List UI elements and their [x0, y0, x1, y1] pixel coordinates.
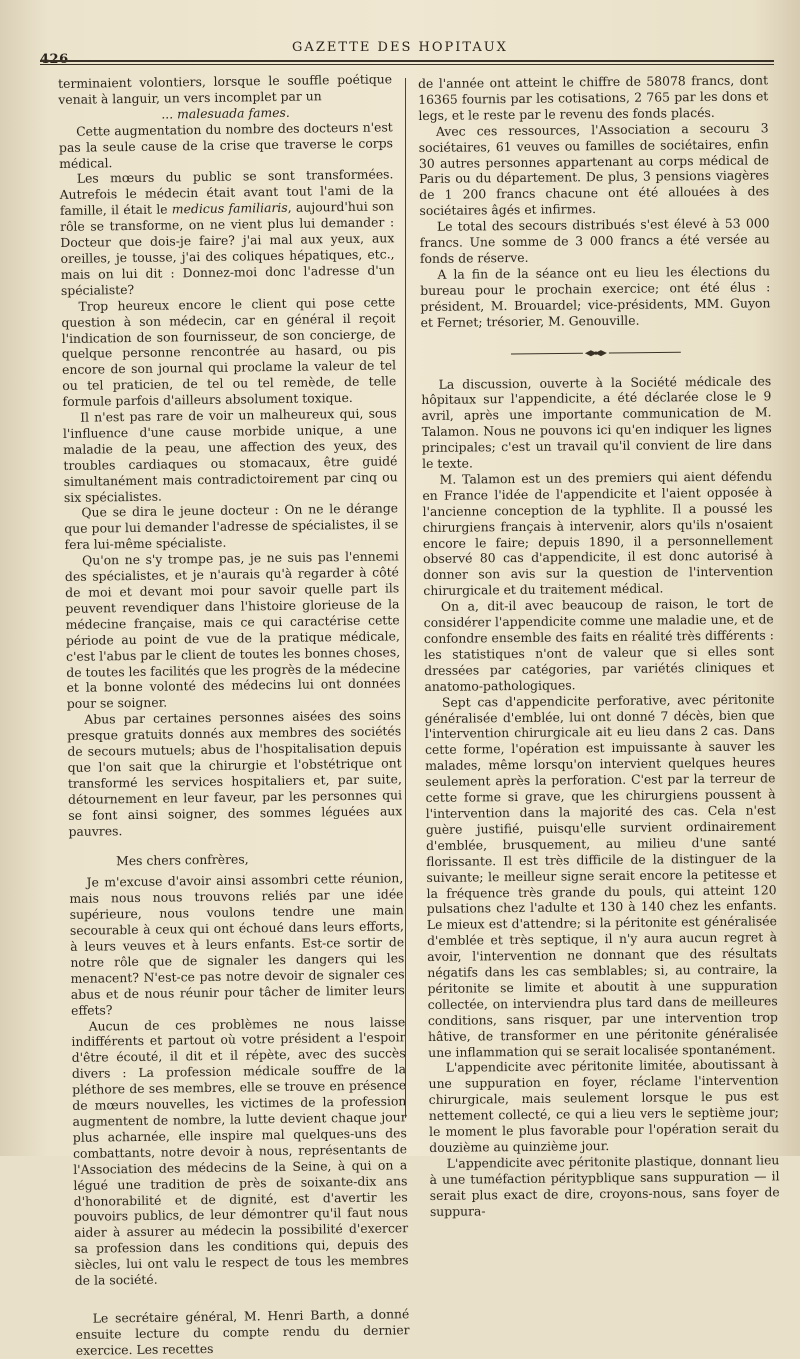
paragraph: L'appendicite avec péritonite limitée, aboutissant à une suppuration en foyer, réclame l'intervention chirurgicale, mais seulement lorsque le pus est nettement collecté, ce qui a lieu vers le septième jour; le moment le plus favorable pour l'opération serait du douzième au quinzième jour.	[428, 1056, 780, 1155]
paragraph: Sept cas d'appendicite perforative, avec péritonite généralisée d'emblée, lui ont donné 7 décès, bien que l'intervention chirurgicale ait eu lieu dans 2 cas. Dans cette forme, l'opération est impuissante à sauver les malades, même lorsqu'on intervient quelques heures seulement après la perforation. C'est par la terreur de cette forme si grave, que les chirurgiens poussent à l'intervention dans la majorité des cas. Cela n'est guère justifié, puisqu'elle survient ordinairement d'emblée, brusquement, au milieu d'une santé florissante. Il est très difficile de la distinguer de la suivante; le meilleur signe serait encore la petitesse et la fréquence très grande du pouls, qui atteint 120 pulsations chez l'adulte et 130 à 140 chez les enfants. Le mieux est d'attendre; si la péritonite est généralisée d'emblée et très septique, il n'y aura aucun regret à avoir, l'intervention ne donnant que des résultats négatifs dans les cas semblables; si, au contraire, la péritonite se limite et aboutit à une suppuration collectée, on interviendra plus tard dans de meilleures conditions, sans risquer, par une intervention trop hâtive, de transformer en une péritonite généralisée une inflammation qui se serait localisée spontanément.	[424, 690, 779, 1060]
paragraph: Avec ces ressources, l'Association a secouru 3 sociétaires, 61 veuves ou familles de sociétaires, enfin 30 autres personnes appartenant au corps médical de Paris ou du département. De plus, 3 pensions viagères de 1 200 francs chacune ont été allouées à des sociétaires âgés et infirmes.	[418, 120, 770, 219]
paragraph: Le total des secours distribués s'est élevé à 53 000 francs. Une somme de 3 000 francs a été versée au fonds de réserve.	[419, 215, 770, 266]
paragraph: Qu'on ne s'y trompe pas, je ne suis pas l'ennemi des spécialistes, et je n'aurais qu'à regarder à côté de moi et devant moi pour savoir quelle part ils peuvent revendiquer dans l'histoire glorieuse de la médecine française, mais ce qui caractérise cette période au point de vue de la pratique médicale, c'est l'abus par le client de toutes les bonnes choses, de toutes les facilités que les progrès de la médecine et la bonne volonté des médecins lui ont données pour se soigner.	[64, 548, 401, 712]
header-rule	[40, 60, 774, 65]
paragraph: On a, dit-il avec beaucoup de raison, le tort de considérer l'appendicite comme une maladie une, et de confondre ensemble des faits en réalité très différents : les statistiques n'ont de valeur que si elles sont dressées par catégories, par variétés cliniques et anatomo-pathologiques.	[423, 595, 775, 694]
salutation: Mes chers confrères,	[115, 850, 249, 868]
paragraph: Je m'excuse d'avoir ainsi assombri cette réunion, mais nous nous trouvons reliés par une idée supérieure, nous voulons tendre une main secourable à ceux qui ont échoué dans leurs efforts, à leurs veuves et à leurs enfants. Est-ce sortir de notre rôle que de signaler les dangers qui les menacent? N'est-ce pas notre devoir de signaler ces abus et de nous réunir pour tâcher de limiter leurs effets?	[69, 870, 405, 1018]
paragraph: Cette augmentation du nombre des docteurs n'est pas la seule cause de la crise que traverse le corps médical.	[58, 119, 394, 171]
page-number: 426	[40, 52, 69, 67]
column-divider	[405, 78, 406, 1118]
paragraph: M. Talamon est un des premiers qui aient défendu en France l'idée de l'appendicite et l'aient opposée à l'ancienne conception de la typhlite. Il a poussé les chirurgiens français à intervenir, alors qu'ils n'osaient encore le faire; depuis 1890, il a personnellement observé 80 cas d'appendicite, il est donc autorisé à donner son avis sur la question de l'intervention chirurgicale et du traitement médical.	[422, 468, 774, 599]
paragraph: terminaient volontiers, lorsque le souffle poétique venait à languir, un vers incomplet par un	[58, 71, 393, 107]
right-column	[418, 72, 780, 1219]
paragraph-text: Les mœurs du public se sont transformées. Autrefois le médecin était avant tout l'ami de la famille, il était le	[59, 166, 394, 219]
paragraph: L'appendicite avec péritonite plastique, donnant lieu à une tuméfaction péritypblique sans suppuration — il serait plus exact de dire, croyons-nous, sans foyer de suppura-	[429, 1152, 780, 1219]
paragraph-text: , aujourd'hui son rôle se transforme, on ne vient plus lui demander : Docteur que dois-je faire? j'ai mal aux yeux, aux oreilles, je tousse, j'ai des coliques hépatiques, etc., mais on lui dit : Donnez-moi donc l'adresse d'un spécialiste?	[59, 198, 395, 298]
paragraph: Aucun de ces problèmes ne nous laisse indifférents et partout où votre président a l'espoir d'être écouté, il dit et il répète, avec des succès divers : La profession médicale souffre de la pléthore de ses membres, elle se trouve en présence de mœurs nouvelles, les victimes de la profession augmentent de nombre, la lutte devient chaque jour plus acharnée, elle inspire mal quelques-uns des combattants, notre devoir à nous, représentants de l'Association des médecins de la Seine, à qui on a légué une tradition de près de soixante-dix ans d'honorabilité et de dignité, est d'avertir les pouvoirs publics, de leur démontrer qu'il faut nous aider à assurer au médecin la possibilité d'exercer sa profession dans les conditions qui, depuis des siècles, lui ont valu le respect de tous les membres de la société.	[71, 1013, 409, 1288]
paragraph	[59, 167, 395, 299]
latin-quote: ... malesuada fames.	[161, 104, 290, 122]
running-head-title: GAZETTE DES HOPITAUX	[292, 40, 508, 55]
section-separator-ornament	[511, 348, 681, 358]
paragraph: de l'année ont atteint le chiffre de 58078 francs, dont 16365 fournis par les cotisations, 2 765 par les dons et legs, et le reste par le revenu des fonds placés.	[418, 72, 769, 123]
italic-phrase: medicus familiaris	[171, 200, 288, 217]
paragraph: Que se dira le jeune docteur : On ne le dérange que pour lui demander l'adresse de spécialistes, il se fera lui-même spécialiste.	[64, 500, 399, 553]
paragraph: La discussion, ouverte à la Société médicale des hôpitaux sur l'appendicite, a été déclarée close le 9 avril, après une importante communication de M. Talamon. Nous ne pouvons ici qu'en indiquer les lignes principales; c'est un travail qu'il convient de lire dans le texte.	[421, 372, 772, 472]
paragraph: A la fin de la séance ont eu lieu les élections du bureau pour le prochain exercice; ont été élus : président, M. Brouardel; vice-présidents, MM. Guyon et Fernet; trésorier, M. Genouville.	[420, 263, 771, 330]
paragraph: Trop heureux encore le client qui pose cette question à son médecin, car en général il reçoit l'indication de son fournisseur, de son concierge, de quelque personne rencontrée au hasard, ou pis encore de son journal qui proclame la valeur de tel ou tel praticien, de tel ou tel remède, de telle formule parfois d'ailleurs absolument toxique.	[61, 294, 397, 410]
left-column	[58, 71, 410, 1358]
paragraph: Abus par certaines personnes aisées des soins presque gratuits donnés aux membres des sociétés de secours mutuels; abus de l'hospitalisation depuis que l'on sait que la chirurgie et l'obstétrique ont transformé les services hospitaliers et, par suite, détournement en leur faveur, par les personnes qui se font ainsi soigner, des sommes léguées aux pauvres.	[67, 707, 403, 839]
paragraph: Il n'est pas rare de voir un malheureux qui, sous l'influence d'une cause morbide unique, a une maladie de la peau, une affection des yeux, des troubles cardiaques ou stomacaux, être guidé simultanément mais contradictoirement par cinq ou six spécialistes.	[62, 405, 398, 505]
paragraph: Le secrétaire général, M. Henri Barth, a donné ensuite lecture du compte rendu du dernier exercice. Les recettes	[75, 1306, 410, 1358]
